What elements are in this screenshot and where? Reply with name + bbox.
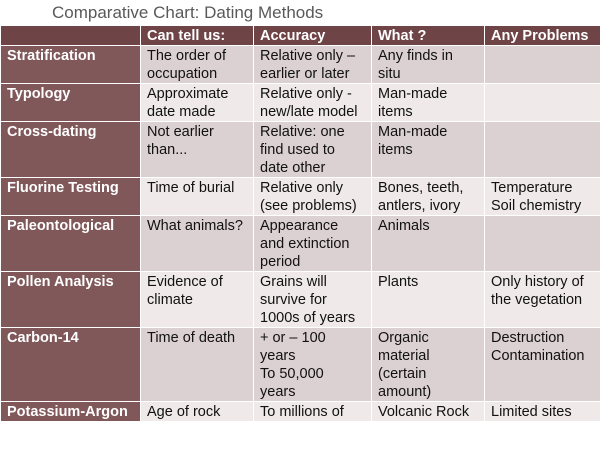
cell-any-problems bbox=[485, 46, 600, 84]
cell-text-line: Age of rock bbox=[147, 404, 221, 420]
cell-text-line: items bbox=[378, 142, 413, 158]
cell-text-line: 1000s of years bbox=[260, 310, 356, 326]
cell-accuracy bbox=[254, 178, 372, 216]
cell-can-tell-us bbox=[141, 46, 254, 84]
cell-any-problems bbox=[485, 178, 600, 216]
cell-text-line: + or – 100 bbox=[260, 330, 326, 346]
column-header-method bbox=[1, 26, 141, 46]
cell-what bbox=[372, 122, 485, 178]
cell-text-line: To 50,000 bbox=[260, 366, 324, 382]
cell-any-problems bbox=[485, 328, 600, 402]
cell-can-tell-us bbox=[141, 328, 254, 402]
cell-text-line: Relative only bbox=[260, 180, 344, 196]
cell-text-line: Temperature bbox=[491, 180, 573, 196]
cell-text-line: antlers, ivory bbox=[378, 198, 461, 214]
cell-text-line: period bbox=[260, 254, 301, 270]
cell-what bbox=[372, 216, 485, 272]
row-header-method: Carbon-14 bbox=[1, 328, 141, 402]
cell-text-line: Limited sites bbox=[491, 404, 572, 420]
cell-text-line: years bbox=[260, 348, 296, 364]
cell-text-line: climate bbox=[147, 292, 193, 308]
cell-text-line: new/late model bbox=[260, 104, 358, 120]
cell-accuracy bbox=[254, 122, 372, 178]
cell-text-line: Appearance bbox=[260, 218, 339, 234]
cell-text-line: items bbox=[378, 104, 413, 120]
column-header-can-tell-us: Can tell us: bbox=[141, 26, 254, 46]
cell-text-line: Plants bbox=[378, 274, 419, 290]
cell-text-line: Not earlier bbox=[147, 124, 214, 140]
cell-text-line: material bbox=[378, 348, 430, 364]
cell-text-line: Time of burial bbox=[147, 180, 235, 196]
cell-text-line: earlier or later bbox=[260, 66, 350, 82]
cell-text-line: date made bbox=[147, 104, 216, 120]
cell-what bbox=[372, 46, 485, 84]
cell-any-problems bbox=[485, 272, 600, 328]
cell-text-line: amount) bbox=[378, 384, 432, 400]
cell-text-line: Grains will bbox=[260, 274, 327, 290]
cell-any-problems bbox=[485, 216, 600, 272]
cell-can-tell-us bbox=[141, 272, 254, 328]
cell-accuracy bbox=[254, 84, 372, 122]
cell-text-line: Relative only - bbox=[260, 86, 352, 102]
cell-can-tell-us bbox=[141, 216, 254, 272]
cell-accuracy bbox=[254, 272, 372, 328]
cell-text-line: situ bbox=[378, 66, 401, 82]
table-row bbox=[1, 272, 600, 328]
cell-any-problems bbox=[485, 402, 600, 422]
table-row bbox=[1, 84, 600, 122]
cell-text-line: Destruction bbox=[491, 330, 565, 346]
cell-what bbox=[372, 402, 485, 422]
cell-text-line: and extinction bbox=[260, 236, 350, 252]
cell-can-tell-us bbox=[141, 122, 254, 178]
cell-what bbox=[372, 272, 485, 328]
cell-what bbox=[372, 84, 485, 122]
cell-can-tell-us bbox=[141, 84, 254, 122]
table-row bbox=[1, 46, 600, 84]
cell-text-line: Man-made bbox=[378, 124, 448, 140]
cell-text-line: Soil chemistry bbox=[491, 198, 582, 214]
cell-text-line: the vegetation bbox=[491, 292, 583, 308]
header-row bbox=[1, 26, 600, 46]
cell-text-line: To millions of bbox=[260, 404, 344, 420]
cell-accuracy bbox=[254, 328, 372, 402]
dating-methods-table bbox=[0, 25, 600, 422]
table-row bbox=[1, 328, 600, 402]
chart-title: Comparative Chart: Dating Methods bbox=[52, 3, 324, 22]
row-header-method: Pollen Analysis bbox=[1, 272, 141, 328]
row-header-method: Potassium-Argon bbox=[1, 402, 141, 422]
cell-text-line: survive for bbox=[260, 292, 327, 308]
cell-text-line: find used to bbox=[260, 142, 335, 158]
cell-text-line: date other bbox=[260, 160, 326, 176]
cell-text-line: Contamination bbox=[491, 348, 585, 364]
cell-text-line: Organic bbox=[378, 330, 429, 346]
cell-accuracy bbox=[254, 216, 372, 272]
cell-text-line: Man-made bbox=[378, 86, 448, 102]
table-row bbox=[1, 178, 600, 216]
cell-text-line: Any finds in bbox=[378, 48, 453, 64]
cell-text-line: Bones, teeth, bbox=[378, 180, 464, 196]
cell-text-line: occupation bbox=[147, 66, 218, 82]
cell-text-line: Time of death bbox=[147, 330, 236, 346]
cell-what bbox=[372, 328, 485, 402]
cell-text-line: Volcanic Rock bbox=[378, 404, 470, 420]
row-header-method: Cross-dating bbox=[1, 122, 141, 178]
row-header-method: Typology bbox=[1, 84, 141, 122]
row-header-method: Stratification bbox=[1, 46, 141, 84]
cell-text-line: Relative: one bbox=[260, 124, 345, 140]
cell-can-tell-us bbox=[141, 402, 254, 422]
cell-can-tell-us bbox=[141, 178, 254, 216]
cell-text-line: (certain bbox=[378, 366, 427, 382]
cell-text-line: The order of bbox=[147, 48, 226, 64]
cell-text-line: What animals? bbox=[147, 218, 243, 234]
column-header-any-problems: Any Problems bbox=[485, 26, 600, 46]
cell-text-line: Evidence of bbox=[147, 274, 223, 290]
cell-text-line: Only history of bbox=[491, 274, 584, 290]
cell-text-line: years bbox=[260, 384, 296, 400]
row-header-method: Paleontological bbox=[1, 216, 141, 272]
cell-text-line: Animals bbox=[378, 218, 430, 234]
cell-text-line: Approximate bbox=[147, 86, 229, 102]
cell-any-problems bbox=[485, 122, 600, 178]
table-row bbox=[1, 216, 600, 272]
row-header-method: Fluorine Testing bbox=[1, 178, 141, 216]
cell-what bbox=[372, 178, 485, 216]
dating-methods-table-container bbox=[0, 25, 600, 449]
column-header-accuracy: Accuracy bbox=[254, 26, 372, 46]
table-body bbox=[1, 46, 600, 422]
table-row bbox=[1, 402, 600, 422]
cell-any-problems bbox=[485, 84, 600, 122]
column-header-what: What ? bbox=[372, 26, 485, 46]
cell-text-line: (see problems) bbox=[260, 198, 357, 214]
cell-text-line: than... bbox=[147, 142, 188, 158]
table-row bbox=[1, 122, 600, 178]
cell-text-line: Relative only – bbox=[260, 48, 356, 64]
cell-accuracy bbox=[254, 402, 372, 422]
cell-accuracy bbox=[254, 46, 372, 84]
